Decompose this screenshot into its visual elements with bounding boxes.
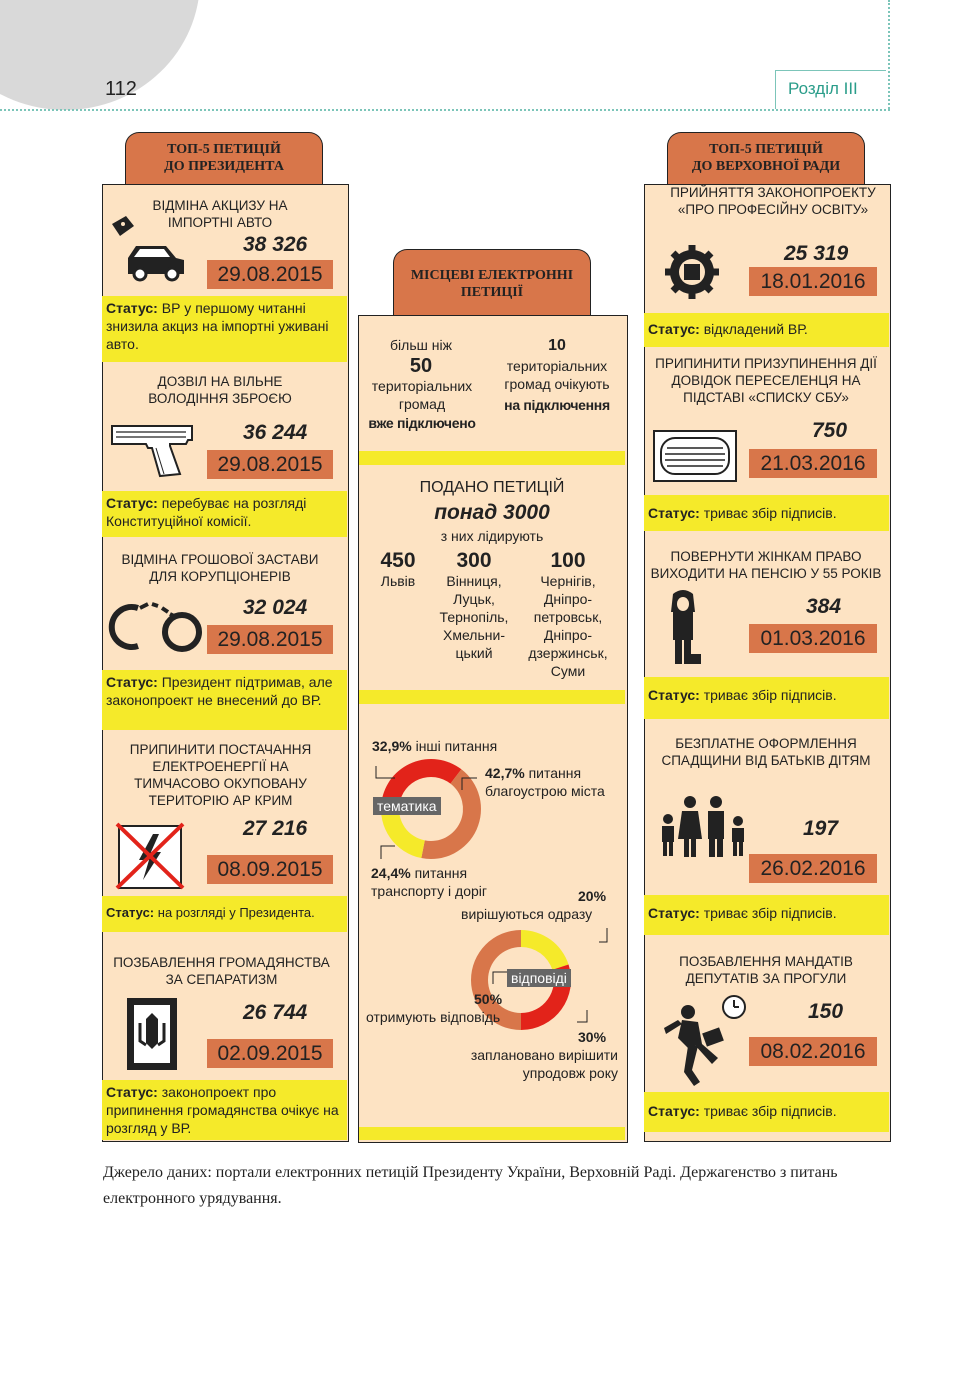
- signature-count: 384: [806, 595, 842, 618]
- leaders-label: з них лідирують: [440, 528, 544, 544]
- status-label: Статус:: [648, 505, 700, 521]
- status-text: законопроект про припинення громадянства очікує на розгляд у ВР.: [106, 1084, 339, 1136]
- leader-cities: Львів: [380, 573, 416, 589]
- divider-band: [359, 1127, 625, 1140]
- connected-prefix: більш ніж: [390, 337, 452, 353]
- status-box: [102, 670, 347, 730]
- petition-date: 01.03.2016: [749, 624, 877, 653]
- middle-column-title: [393, 249, 591, 315]
- connected-number: 50: [409, 355, 433, 377]
- status-box: [644, 313, 889, 347]
- petition-title: ПРИПИНИТИ ПРИЗУПИНЕННЯ ДІЇ ДОВІДОК ПЕРЕСЕЛЕНЦЯ НА ПІДСТАВІ «СПИСКУ СБУ»: [655, 356, 877, 405]
- status-label: Статус:: [648, 1103, 700, 1119]
- leader-value: 450: [380, 549, 416, 572]
- left-title-line1: ТОП-5 ПЕТИЦІЙ: [167, 142, 281, 157]
- petition-date: 29.08.2015: [207, 260, 333, 289]
- status-box: [644, 895, 889, 935]
- gear-icon: [663, 243, 721, 301]
- petition-title: ПОЗБАВЛЕННЯ ГРОМАДЯНСТВА ЗА СЕПАРАТИЗМ: [113, 955, 330, 987]
- waiting-text: територіальних громад очікують: [504, 358, 610, 392]
- passport-icon: [126, 997, 178, 1071]
- status-text: на розгляді у Президента.: [157, 905, 315, 920]
- section-label: Розділ III: [788, 79, 858, 98]
- right-column-title: [667, 132, 865, 184]
- status-text: ВР у першому читанні знизила акциз на імпортні уживані авто.: [106, 300, 329, 352]
- woman-icon: [665, 590, 705, 670]
- answer-3-percent: 50%: [474, 991, 503, 1007]
- topic-label: питання транспорту і доріг: [371, 865, 487, 899]
- petition-date: 18.01.2016: [749, 267, 877, 296]
- source-note: Джерело даних: портали електронних петицій Президенту України, Верховній Раді. Держагенство з питань електронного урядування.: [103, 1164, 838, 1207]
- page-number: 112: [105, 78, 137, 100]
- status-box: [644, 1092, 889, 1132]
- topic-percent: 32,9%: [372, 738, 412, 754]
- status-box: [102, 296, 347, 362]
- right-title-line2: ДО ВЕРХОВНОЇ РАДИ: [691, 159, 841, 174]
- status-box: [644, 495, 889, 531]
- status-label: Статус:: [106, 905, 155, 920]
- petition-date: 02.09.2015: [207, 1039, 333, 1068]
- topic-label: питання благоустрою міста: [485, 765, 605, 799]
- topic-label: інші питання: [415, 738, 498, 754]
- car-icon: [110, 216, 186, 284]
- petition-date: 21.03.2016: [749, 449, 877, 478]
- status-text: триває збір підписів.: [703, 687, 837, 703]
- right-title-line1: ТОП-5 ПЕТИЦІЙ: [709, 142, 823, 157]
- status-text: триває збір підписів.: [703, 1103, 837, 1119]
- status-label: Статус:: [648, 321, 700, 337]
- status-label: Статус:: [106, 495, 158, 511]
- answer-1-percent: 20%: [578, 888, 607, 904]
- status-box: [102, 896, 347, 932]
- leader-cities: Вінниця, Луцьк, Тернопіль, Хмельни-цький: [439, 573, 509, 661]
- topics-label: тематика: [373, 797, 441, 815]
- middle-title-line1: МІСЦЕВІ ЕЛЕКТРОННІ: [410, 268, 574, 283]
- waiting-suffix: на підключення: [504, 397, 610, 413]
- status-label: Статус:: [106, 674, 158, 690]
- topic-percent: 24,4%: [371, 865, 411, 881]
- signature-count: 36 244: [243, 421, 308, 444]
- middle-title-line2: ПЕТИЦІЇ: [460, 285, 524, 300]
- leader-value: 300: [456, 549, 492, 572]
- header-divider-vertical: [888, 0, 890, 109]
- signature-count: 27 216: [243, 817, 308, 840]
- signature-count: 26 744: [243, 1001, 308, 1024]
- status-text: Президент підтримав, але законопроект не внесений до ВР.: [106, 674, 333, 708]
- document-icon: [653, 430, 737, 482]
- divider-band: [359, 451, 625, 465]
- topic-percent: 42,7%: [485, 765, 525, 781]
- topic-1-legend: [372, 737, 497, 755]
- status-text: триває збір підписів.: [703, 505, 837, 521]
- leader-value: 100: [550, 549, 586, 572]
- petition-title: ПОВЕРНУТИ ЖІНКАМ ПРАВО ВИХОДИТИ НА ПЕНСІЮ У 55 РОКІВ: [650, 549, 882, 581]
- status-box: [102, 1080, 347, 1140]
- submitted-label: ПОДАНО ПЕТИЦІЙ: [419, 479, 565, 496]
- answer-2-percent: 30%: [578, 1029, 607, 1045]
- answers-label: відповіді: [507, 969, 571, 987]
- petition-date: 08.09.2015: [207, 855, 333, 884]
- status-label: Статус:: [648, 687, 700, 703]
- signature-count: 750: [812, 419, 848, 442]
- leader-cities: Чернігів, Дніпро-петровськ, Дніпро-дзержинськ, Суми: [528, 573, 608, 679]
- status-label: Статус:: [106, 300, 158, 316]
- petition-date: 29.08.2015: [207, 625, 333, 654]
- status-label: Статус:: [648, 905, 700, 921]
- connected-text: територіальних громад: [371, 378, 473, 412]
- petition-title: ВІДМІНА ГРОШОВОЇ ЗАСТАВИ ДЛЯ КОРУПЦІОНЕРІВ: [121, 552, 319, 584]
- status-text: відкладений ВР.: [703, 321, 808, 337]
- corner-decoration: [0, 0, 200, 110]
- status-label: Статус:: [106, 1084, 158, 1100]
- petition-title: ПРИПИНИТИ ПОСТАЧАННЯ ЕЛЕКТРОЕНЕРГІЇ НА ТИМЧАСОВО ОКУПОВАНУ ТЕРИТОРІЮ АР КРИМ: [129, 742, 312, 808]
- submitted-value: понад 3000: [434, 501, 550, 524]
- pistol-icon: [108, 418, 196, 478]
- left-title-line2: ДО ПРЕЗИДЕНТА: [164, 159, 284, 174]
- answer-1-label: вирішуються одразу: [461, 906, 593, 922]
- topic-2-legend: [485, 764, 605, 800]
- petition-date: 26.02.2016: [749, 854, 877, 883]
- status-text: триває збір підписів.: [703, 905, 837, 921]
- left-column-title: [125, 132, 323, 184]
- topic-3-legend: [371, 864, 491, 900]
- family-icon: [660, 795, 746, 859]
- petition-title: ПОЗБАВЛЕННЯ МАНДАТІВ ДЕПУТАТІВ ЗА ПРОГУЛИ: [679, 954, 853, 986]
- signature-count: 197: [803, 817, 839, 840]
- divider-band: [359, 690, 625, 704]
- petition-title: ПРИЙНЯТТЯ ЗАКОНОПРОЕКТУ «ПРО ПРОФЕСІЙНУ ОСВІТУ»: [670, 185, 876, 217]
- petition-title: ДОЗВІЛ НА ВІЛЬНЕ ВОЛОДІННЯ ЗБРОЄЮ: [148, 374, 292, 406]
- waiting-number: 10: [548, 337, 566, 354]
- handcuffs-icon: [108, 598, 204, 654]
- status-text: перебуває на розгляді Конституційної комісії.: [106, 495, 307, 529]
- no-electricity-icon: [115, 822, 185, 890]
- answer-3-label: отримують відповідь: [366, 1009, 501, 1025]
- answer-2-label: заплановано вирішити упродовж року: [470, 1047, 618, 1081]
- petition-date: 08.02.2016: [749, 1037, 877, 1066]
- connected-suffix: вже підключено: [368, 415, 476, 431]
- signature-count: 25 319: [784, 242, 849, 265]
- signature-count: 38 326: [243, 233, 308, 256]
- signature-count: 150: [808, 1000, 844, 1023]
- signature-count: 32 024: [243, 596, 308, 619]
- petition-date: 29.08.2015: [207, 450, 333, 479]
- header-divider: [0, 109, 890, 111]
- status-box: [644, 677, 889, 719]
- answers-slice: [521, 930, 569, 970]
- petition-title: ВІДМІНА АКЦИЗУ НА ІМПОРТНІ АВТО: [152, 198, 288, 230]
- status-box: [102, 491, 347, 537]
- petition-title: БЕЗПЛАТНЕ ОФОРМЛЕННЯ СПАДЩИНИ ВІД БАТЬКІВ ДІТЯМ: [661, 736, 871, 768]
- running-man-icon: [658, 994, 750, 1088]
